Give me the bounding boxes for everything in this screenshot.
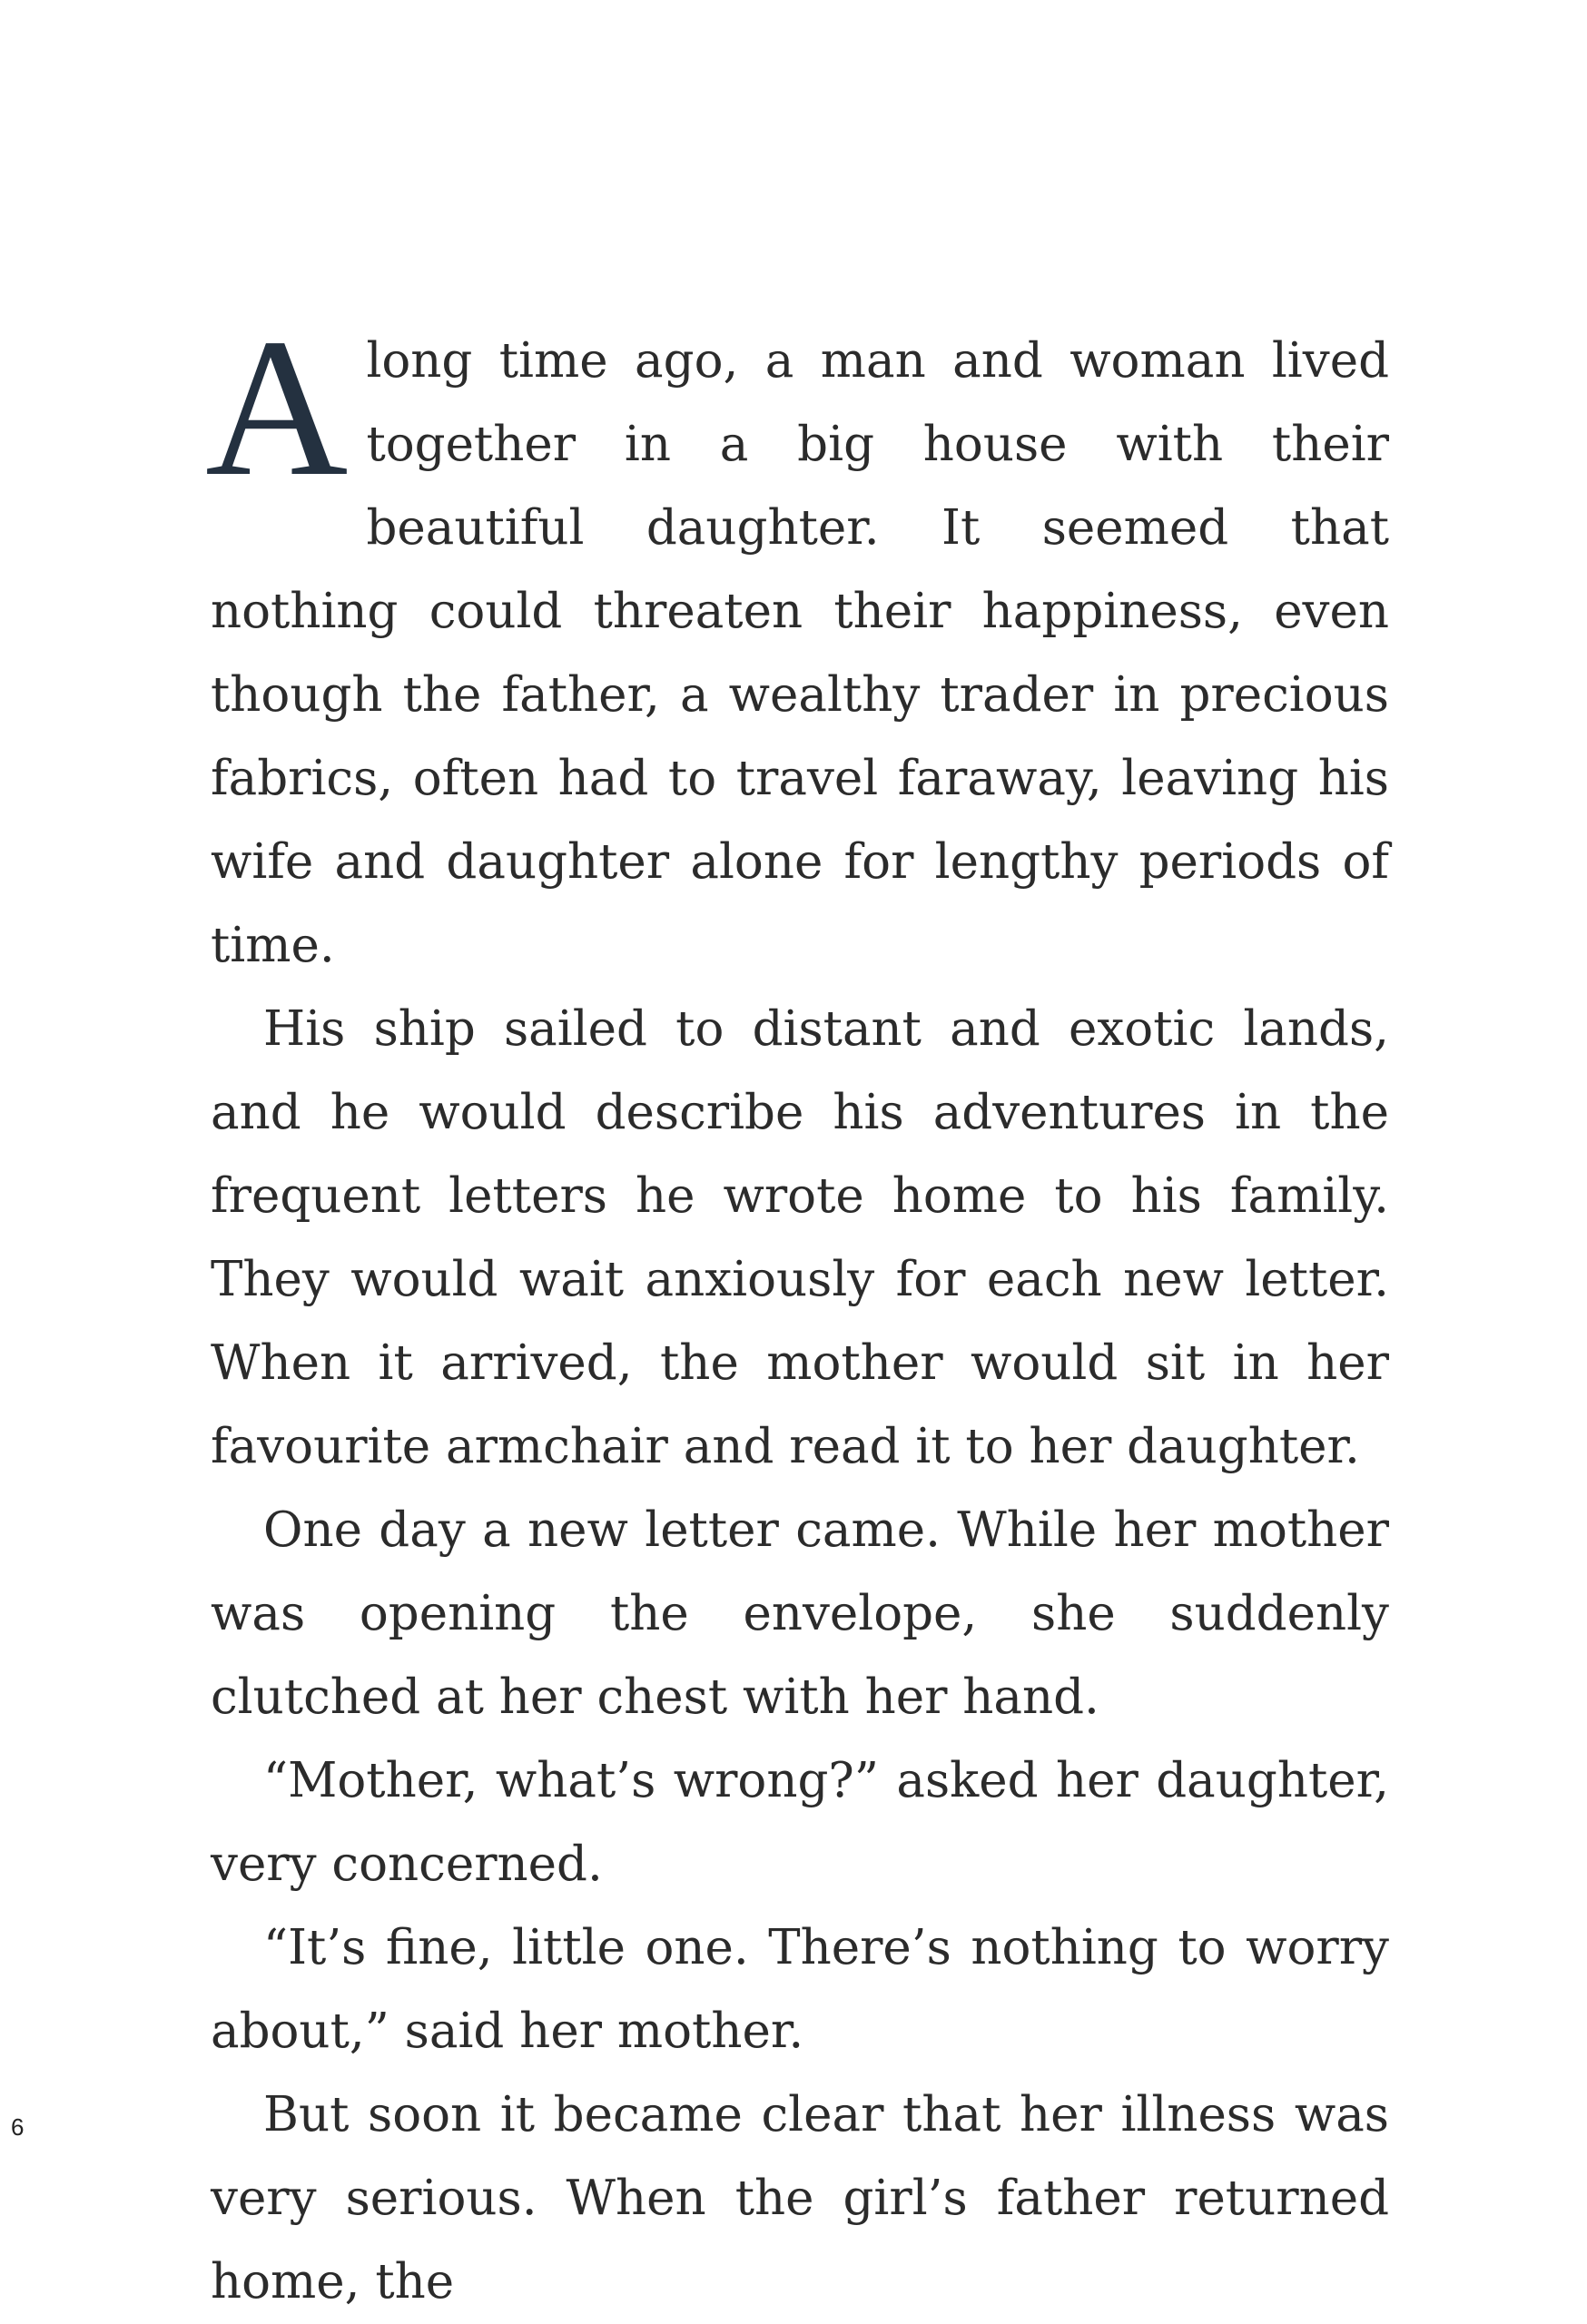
- paragraph-5: “It’s fine, little one. There’s nothing to worry about,” said her mother.: [211, 1920, 1389, 2059]
- paragraph-6: But soon it became clear that her illness was very serious. When the girl’s father returned home, the: [211, 2087, 1389, 2309]
- paragraph-4: “Mother, what’s wrong?” asked her daughter, very concerned.: [211, 1753, 1389, 1892]
- paragraph-1-text: long time ago, a man and woman lived together in a big house with their beautiful daughter. It seemed that nothing could threaten their happiness, even though the father, a wealthy trader in precious fabrics, often had to travel faraway, leaving his wife and daughter alone for lengthy periods of time.: [211, 333, 1389, 973]
- drop-cap-letter: A: [205, 299, 349, 517]
- paragraph-3: One day a new letter came. While her mother was opening the envelope, she suddenly clutched at her chest with her hand.: [211, 1502, 1389, 1725]
- paragraph-1: [205, 299, 1389, 988]
- page-number: 6: [11, 2113, 25, 2141]
- paragraph-2: His ship sailed to distant and exotic lands, and he would describe his adventures in the frequent letters he wrote home to his family. They would wait anxiously for each new letter. When it arrived, the mother would sit in her favourite armchair and read it to her daughter.: [211, 1001, 1389, 1474]
- story-text: [205, 299, 1389, 2324]
